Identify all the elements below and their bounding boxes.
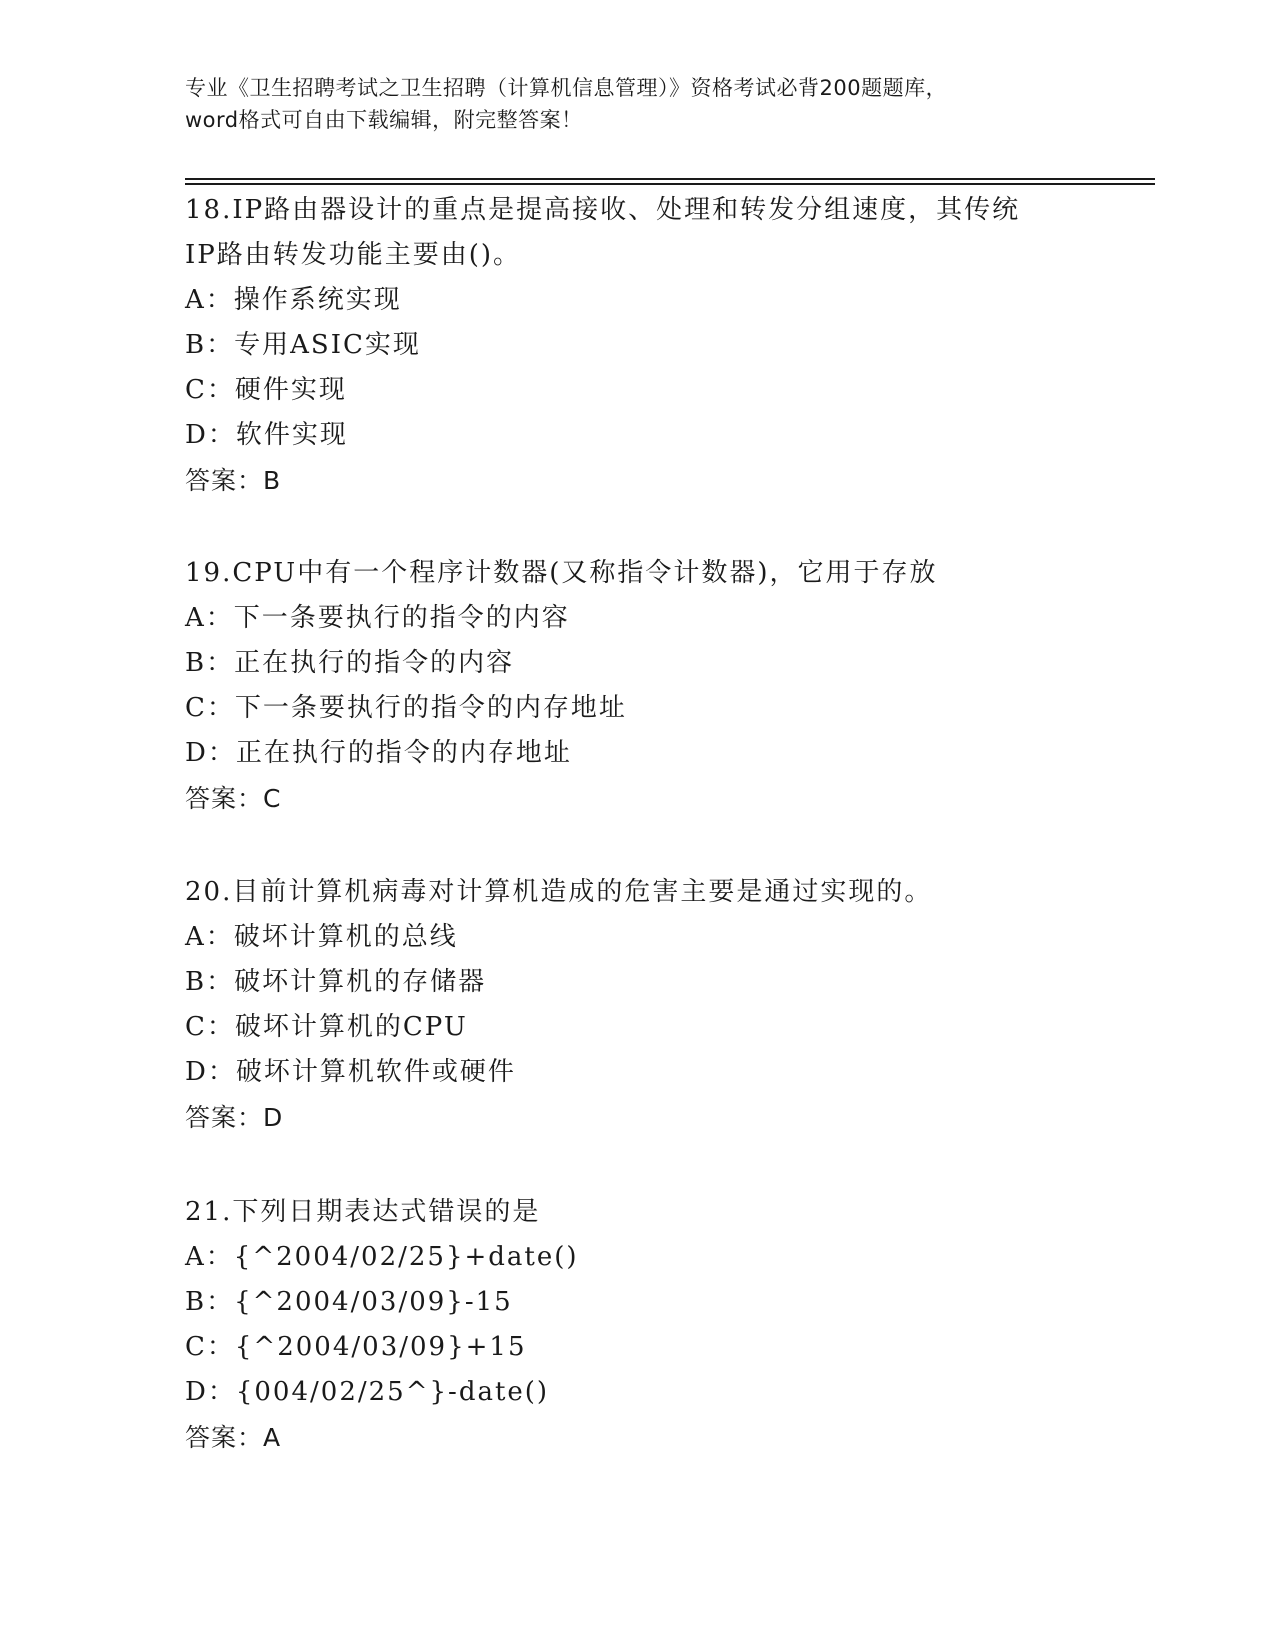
option-b: B：破坏计算机的存储器 [185, 967, 487, 997]
header-title-line-1: 专业《卫生招聘考试之卫生招聘（计算机信息管理）》资格考试必背200题题库， [185, 76, 948, 100]
header-divider-top [185, 178, 1155, 180]
document-header [185, 72, 1085, 136]
option-d: D：破坏计算机软件或硬件 [185, 1057, 516, 1087]
option-d: D：正在执行的指令的内存地址 [185, 738, 572, 768]
question-21 [185, 1190, 1105, 1460]
question-19 [185, 551, 1105, 821]
option-a: A：破坏计算机的总线 [185, 922, 458, 952]
answer-label: 答案：A [185, 1423, 282, 1452]
option-c: C：{^2004/03/09}+15 [185, 1332, 527, 1362]
option-c: C：破坏计算机的CPU [185, 1012, 468, 1042]
question-stem: 19.CPU中有一个程序计数器(又称指令计数器)，它用于存放 [185, 558, 938, 588]
option-a: A：{^2004/02/25}+date() [185, 1242, 579, 1272]
option-d: D：软件实现 [185, 420, 348, 450]
answer-label: 答案：C [185, 784, 282, 813]
option-c: C：硬件实现 [185, 375, 347, 405]
question-stem-continued: IP路由转发功能主要由()。 [185, 240, 522, 270]
question-stem: 21.下列日期表达式错误的是 [185, 1197, 541, 1227]
question-stem: 20.目前计算机病毒对计算机造成的危害主要是通过实现的。 [185, 877, 933, 907]
question-stem: 18.IP路由器设计的重点是提高接收、处理和转发分组速度，其传统 [185, 195, 1021, 225]
option-a: A：下一条要执行的指令的内容 [185, 603, 570, 633]
option-b: B：专用ASIC实现 [185, 330, 421, 360]
option-c: C：下一条要执行的指令的内存地址 [185, 693, 627, 723]
answer-label: 答案：B [185, 466, 282, 495]
option-a: A：操作系统实现 [185, 285, 402, 315]
header-divider-bottom [185, 183, 1155, 185]
answer-label: 答案：D [185, 1103, 284, 1132]
question-18 [185, 188, 1105, 503]
question-20 [185, 870, 1105, 1140]
option-b: B：{^2004/03/09}-15 [185, 1287, 513, 1317]
header-title-line-2: word格式可自由下载编辑，附完整答案！ [185, 108, 583, 132]
option-d: D：{004/02/25^}-date() [185, 1377, 550, 1407]
option-b: B：正在执行的指令的内容 [185, 648, 515, 678]
